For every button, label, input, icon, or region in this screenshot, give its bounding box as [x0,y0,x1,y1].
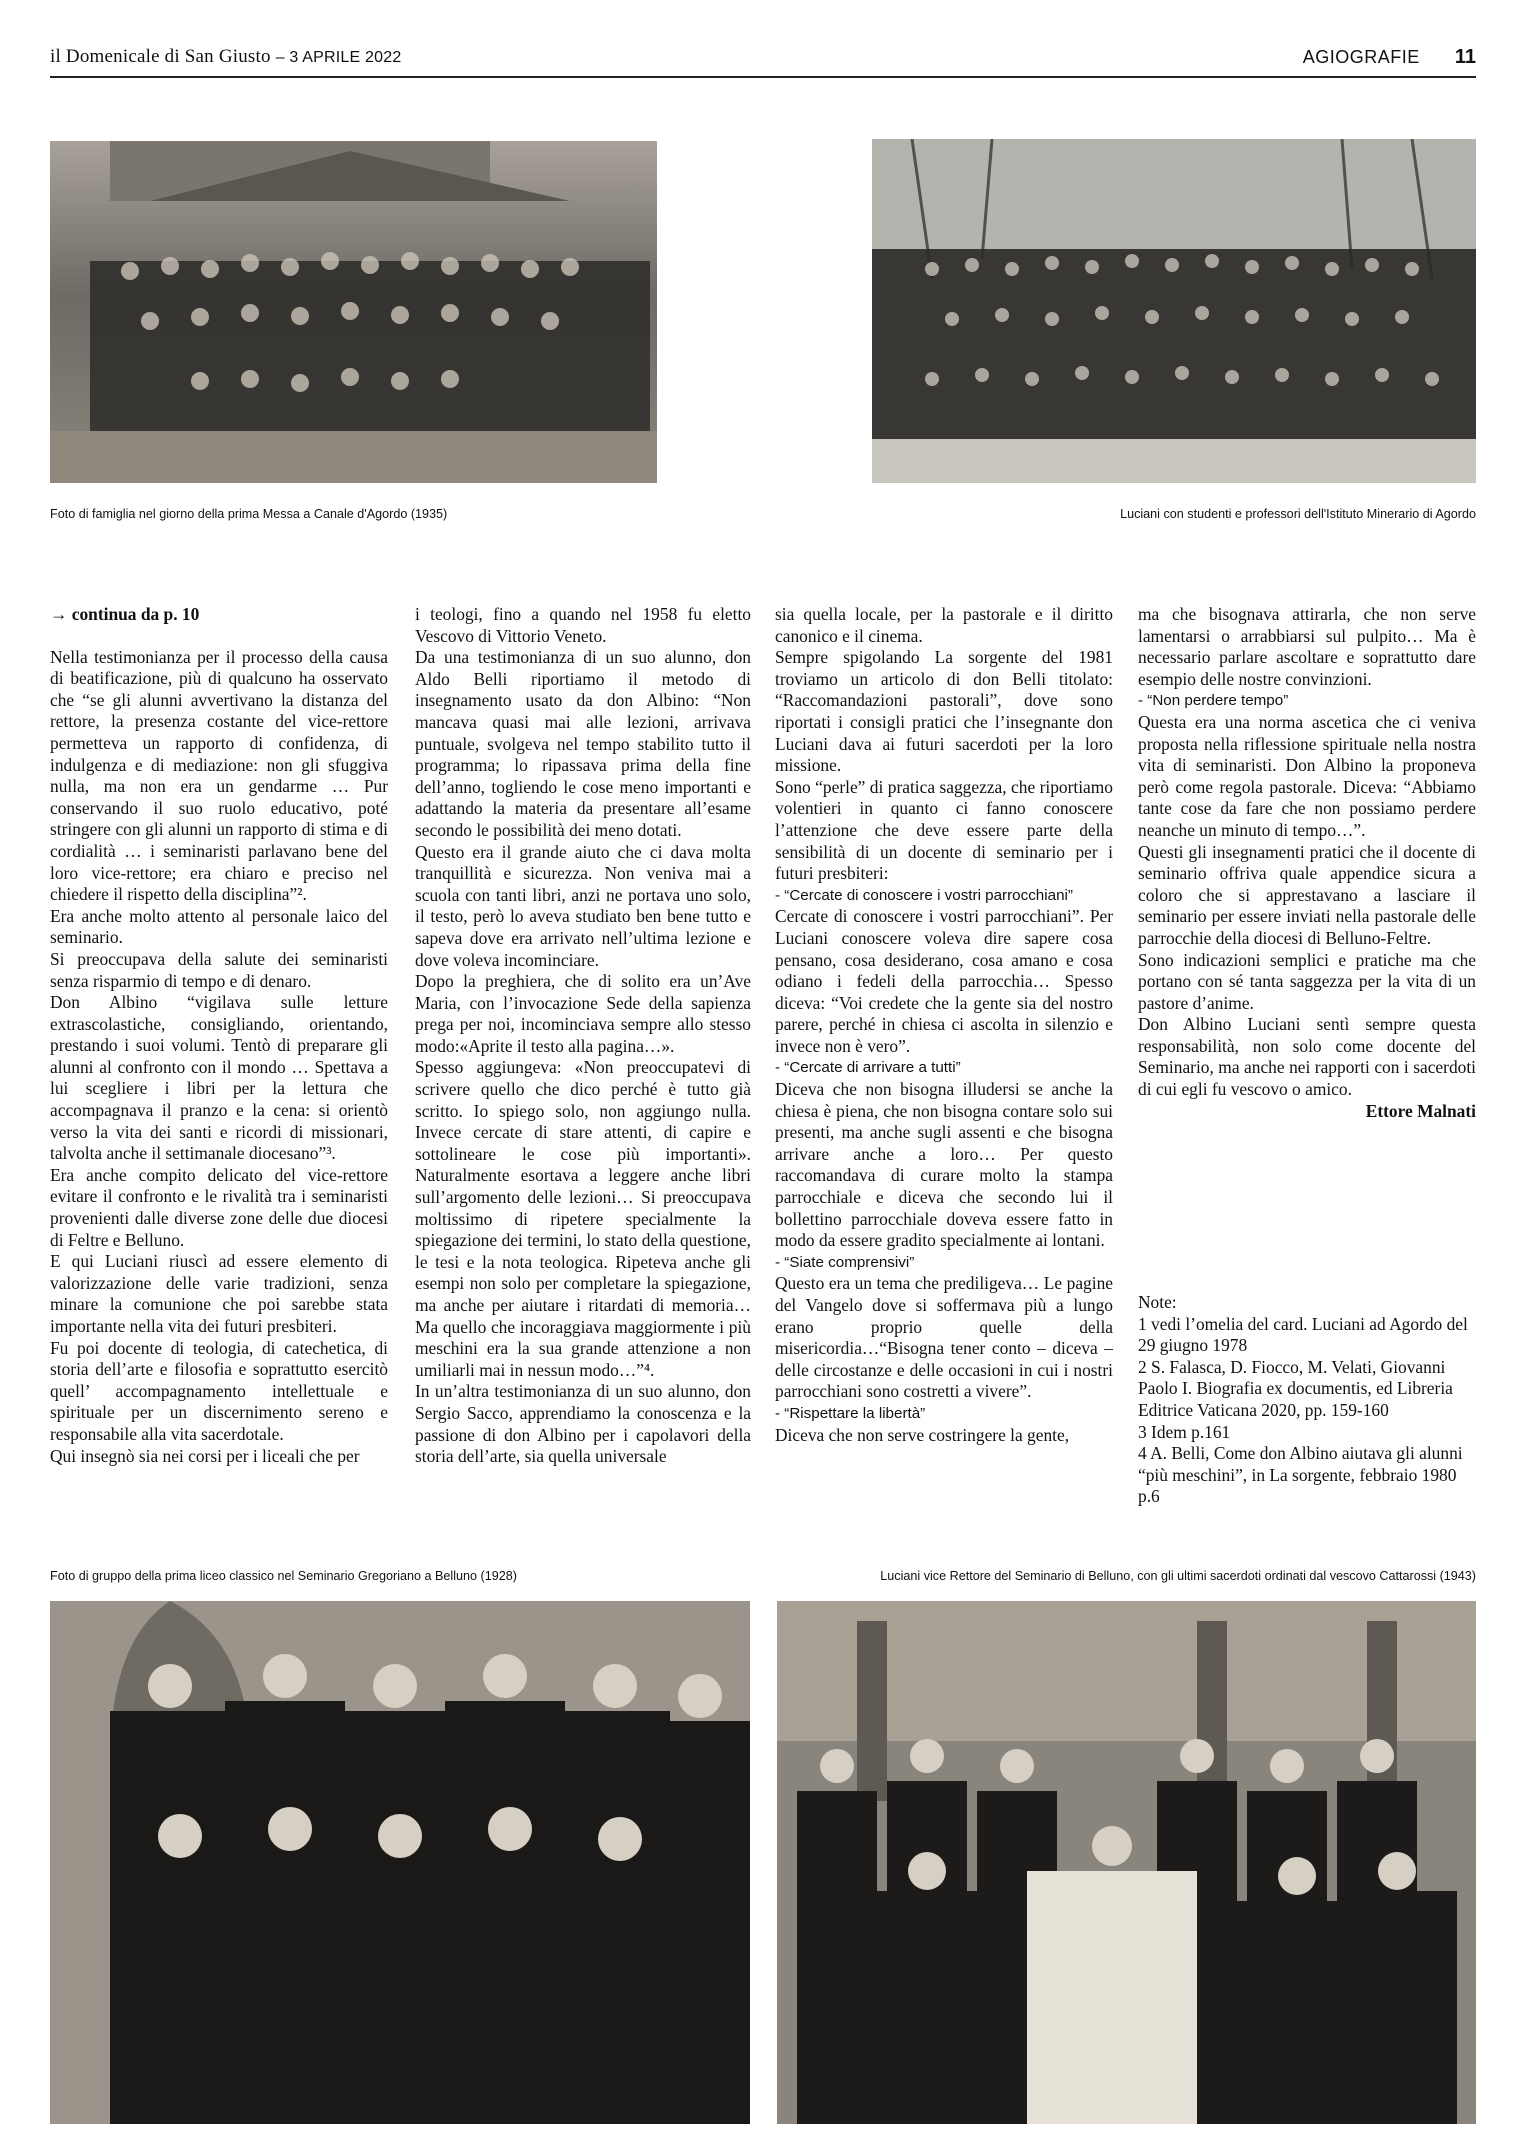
section-name: AGIOGRAFIE [1302,47,1420,67]
article-paragraph: Spesso aggiungeva: «Non preoccupatevi di scrivere quello che dico perché è tutto già scritto. Io spiego solo, non aggiungo nulla. Invece cercate di stare attenti, di capire e sottolineare le cose più importanti». Naturalmente esortava a leggere anche libri sull’argomento delle lezioni… Si preoccupava moltissimo di ripetere specialmente la spiegazione dei termini, lo stato della questione, le tesi e la nota teologica. Ripeteva anche gli esempi non solo per completare la spiegazione, ma anche per aiutare i ritardati di memoria… Ma quello che incoraggiava maggiormente i più meschini era la sua grande attenzione a non umiliarli mai in nessun modo…”⁴. [415,1057,751,1380]
photo-vice-rector-1943 [777,1601,1476,2124]
author-signature: Ettore Malnati [1365,1100,1476,1121]
footnote-item: 3 Idem p.161 [1138,1421,1231,1442]
article-paragraph: Don Albino “vigilava sulle letture extrascolastiche, consigliando, orientando, prestando i suoi volumi. Tentò di preparare gli alunni al confronto con il mondo … Spettava a lui scegliere i libri per la lettura che accompagnava il pranzo e la cena: si orientò verso la vita dei santi e ricordi di missionari, talvolta anche il settimanale diocesano”³. [50,992,388,1164]
article-paragraph: Era anche molto attento al personale laico del seminario. [50,905,388,948]
article-paragraph: Diceva che non bisogna illudersi se anche la chiesa è piena, che non bisogna contare solo sui presenti, ma anche sugli assenti e che bisogna arrivare anche a loro… Per questo raccomandava di curare molto la stampa parrocchiale e diceva che secondo lui il bollettino parrocchiale doveva essere fatto in modo da essere gradito specialmente ai lontani. [775,1079,1113,1251]
header-rule [50,76,1476,78]
photo-liceo-group-1928 [50,1601,750,2124]
caption-top-left: Foto di famiglia nel giorno della prima Messa a Canale d'Agordo (1935) [50,507,448,521]
subheading: - “Non perdere tempo” [1138,692,1289,710]
article-column-1 [50,604,388,1467]
article-paragraph: Si preoccupava della salute dei seminaristi senza risparmio di tempo e di denaro. [50,948,388,991]
subheading: - “Cercate di conoscere i vostri parrocchiani” [775,886,1073,904]
article-paragraph: Nella testimonianza per il processo della causa di beatificazione, più di qualcuno ha osservato che “se gli alunni avvertivano la distanza del rettore, la presenza costante del vice-rettore permetteva un rapporto di confidenza, di indulgenza e di mediazione: non gli sfuggiva nulla, ma non era un gendarme … Pur conservando il suo ruolo educativo, poté stringere con gli alunni un rapporto di stima e di cordialità … i seminaristi parlavano bene del loro vice-rettore; era chiaro e preciso nel chiedere il rispetto della disciplina”². [50,646,388,905]
caption-bottom-left: Foto di gruppo della prima liceo classico nel Seminario Gregoriano a Belluno (1928) [50,1569,517,1583]
caption-bottom-right: Luciani vice Rettore del Seminario di Belluno, con gli ultimi sacerdoti ordinati dal vescovo Cattarossi (1943) [880,1569,1476,1583]
continued-from: → continua da p. 10 [50,604,200,624]
section-header [1303,46,1476,69]
article-paragraph: E qui Luciani riuscì ad essere elemento di valorizzazione delle varie tradizioni, senza minare la comunione che poi sarebbe stata importante nella vita dei futuri presbiteri. [50,1251,388,1336]
article-column-3 [775,604,1113,1446]
article-paragraph: Fu poi docente di teologia, di catechetica, di storia dell’arte e filosofia e soprattutto esercitò quell’ accompagnamento intellettuale e spirituale per un discernimento sereno e responsabile alla vita sacerdotale. [50,1337,388,1444]
article-paragraph: Questo era un tema che prediligeva… Le pagine del Vangelo dove si soffermava più a lungo erano proprio quelle della misericordia…“Bisogna tener conto – diceva – delle circostanze e delle occasioni in cui i nostri parrocchiani sono costretti a vivere”. [775,1273,1113,1402]
subheading: - “Cercate di arrivare a tutti” [775,1059,961,1077]
caption-top-right: Luciani con studenti e professori dell'Istituto Minerario di Agordo [1120,507,1476,521]
article-paragraph: Questi gli insegnamenti pratici che il docente di seminario offriva quale appendice sicura a coloro che si apprestavano a lasciare il seminario per essere inviati nella pastorale delle parrocchie della diocesi di Belluno-Feltre. [1138,841,1476,948]
article-column-2 [415,604,751,1468]
article-paragraph: In un’altra testimonianza di un suo alunno, don Sergio Sacco, apprendiamo la conoscenza e la passione di don Albino per i capolavori della storia dell’arte, sia quella universale [415,1381,751,1467]
article-paragraph: Era anche compito delicato del vice-rettore evitare il confronto e le rivalità tra i seminaristi provenienti dalle diverse zone delle due diocesi di Feltre e Belluno. [50,1164,388,1250]
article-paragraph: Qui insegnò sia nei corsi per i liceali che per [50,1445,360,1466]
footnote-item: 4 A. Belli, Come don Albino aiutava gli alunni “più meschini”, in La sorgente, febbraio 1980 p.6 [1138,1443,1463,1507]
article-paragraph: Da una testimonianza di un suo alunno, don Aldo Belli riportiamo il metodo di insegnamento usato da don Albino: “Non mancava quasi mai alle lezioni, arrivava puntuale, svolgeva nel tempo stabilito tutto il programma; lo ripassava prima della fine dell’anno, togliendo le cose meno importanti e adattando la materia da presentare all’esame secondo le possibilità dei meno dotati. [415,647,751,840]
article-paragraph: Questa era una norma ascetica che ci veniva proposta nella riflessione spirituale nella nostra vita di seminaristi. Don Albino la proponeva però come regola pastorale. Diceva: “Abbiamo tante cose da fare che non possiamo perdere neanche un minuto di tempo…”. [1138,711,1476,840]
subheading: - “Rispettare la libertà” [775,1404,926,1422]
masthead-title: il Domenicale di San Giusto [50,46,271,67]
subheading: - “Siate comprensivi” [775,1253,915,1271]
article-paragraph: Questo era il grande aiuto che ci dava molta tranquillità e sicurezza. Non veniva mai a scuola con tanti libri, anzi ne portava uno solo, il testo, però lo aveva studiato ben bene tutto e sapeva dove era arrivato nell’ultima lezione e dove voleva incominciare. [415,841,751,970]
footnotes [1138,1292,1476,1508]
article-paragraph: ma che bisognava attirarla, che non serve lamentarsi o arrabbiarsi sul pulpito… Ma è necessario parlare ascoltare e soprattutto dare esempio delle nostre convinzioni. [1138,604,1476,689]
notes-title: Note: [1138,1292,1177,1312]
photo-family-first-mass [50,141,657,483]
article-paragraph: Sempre spigolando La sorgente del 1981 troviamo un articolo di don Belli titolato: “Raccomandazioni pastorali”, dove sono riportati i consigli pratici che l’insegnante don Luciani dava ai futuri sacerdoti per la loro missione. [775,647,1113,776]
page-number: 11 [1454,46,1476,68]
article-paragraph: Don Albino Luciani sentì sempre questa responsabilità, non solo come docente del Seminario, ma anche nei rapporti con i sacerdoti di cui egli fu vescovo o amico. [1138,1014,1476,1100]
photo-mining-institute [872,139,1476,483]
article-paragraph: Sono indicazioni semplici e pratiche ma che portano con sé tanta saggezza per la vita di un pastore d’anime. [1138,949,1476,1013]
article-paragraph: sia quella locale, per la pastorale e il diritto canonico e il cinema. [775,604,1113,646]
footnote-item: 1 vedi l’omelia del card. Luciani ad Agordo del 29 giugno 1978 [1138,1313,1468,1356]
article-paragraph: Cercate di conoscere i vostri parrocchiani”. Per Luciani conoscere voleva dire sapere cosa pensano, cosa desiderano, cosa amano e cosa odiano i fedeli della parrocchia… Spesso diceva: “Voi credete che la gente sia del nostro parere, perché in chiesa ci ascolta in silenzio e invece non è vero”. [775,906,1113,1056]
article-column-4 [1138,604,1476,1122]
article-paragraph: Diceva che non serve costringere la gente, [775,1424,1070,1445]
footnote-item: 2 S. Falasca, D. Fiocco, M. Velati, Giovanni Paolo I. Biografia ex documentis, ed Libreria Editrice Vaticana 2020, pp. 159-160 [1138,1356,1453,1420]
article-paragraph: Dopo la preghiera, che di solito era un’Ave Maria, con l’invocazione Sede della sapienza prega per noi, incominciava sempre allo stesso modo:«Aprite il testo alla pagina…». [415,971,751,1056]
masthead [50,46,401,68]
article-paragraph: Sono “perle” di pratica saggezza, che riportiamo volentieri in quanto ci fanno conoscere l’attenzione che deve essere parte della sensibilità di un docente di seminario per i futuri presbiteri: [775,776,1113,884]
article-paragraph: i teologi, fino a quando nel 1958 fu eletto Vescovo di Vittorio Veneto. [415,604,751,646]
issue-date: – 3 APRILE 2022 [275,49,402,66]
